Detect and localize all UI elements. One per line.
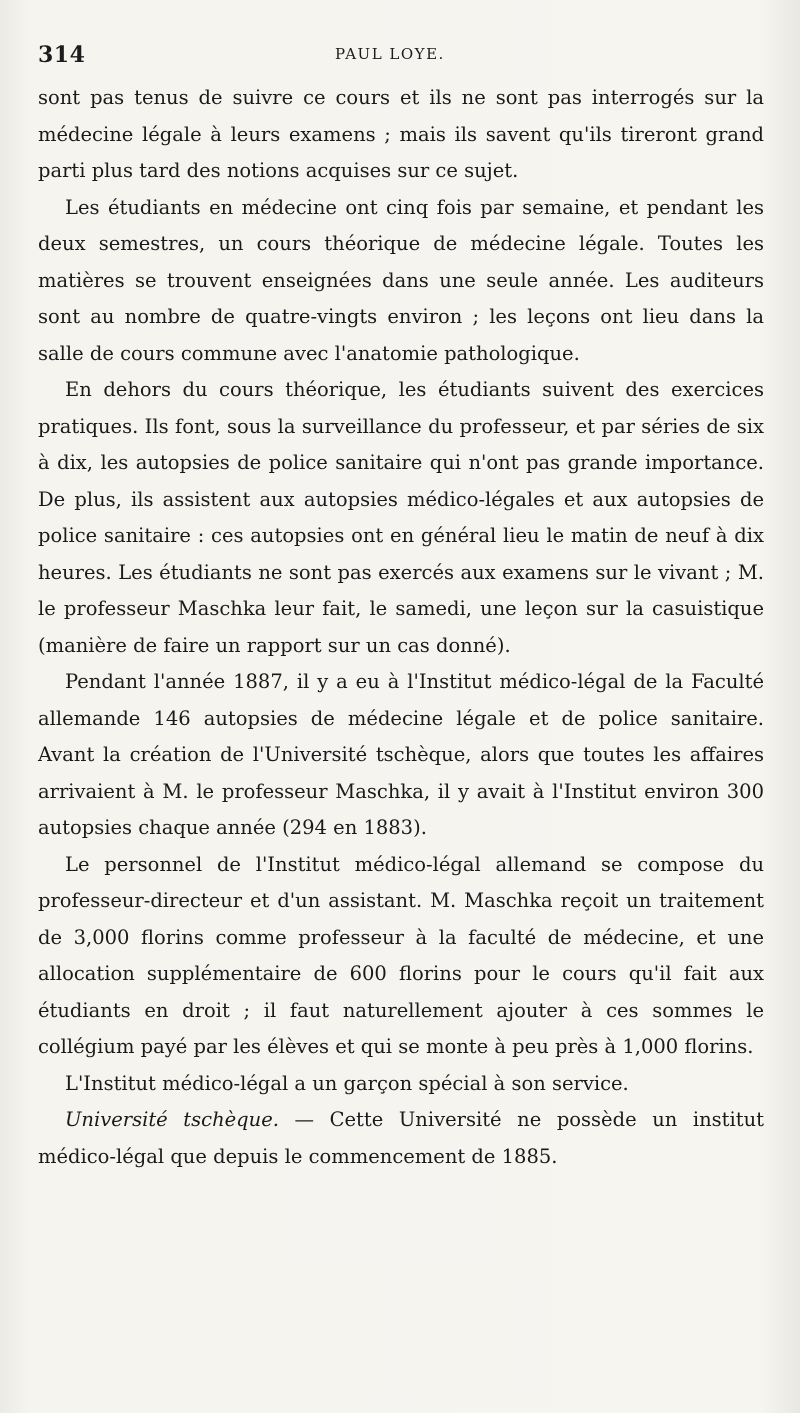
running-head: PAUL LOYE.: [335, 45, 445, 63]
paragraph-continued: sont pas tenus de suivre ce cours et ils ne sont pas interrogés sur la médecine légale à leurs examens ; mais ils savent qu'ils tireront grand parti plus tard des notions acquises sur ce sujet.: [38, 86, 764, 182]
paragraph-universite-tscheque: [38, 1102, 764, 1175]
paragraph-autopsies-1887: Pendant l'année 1887, il y a eu à l'Institut médico-légal de la Faculté allemande 146 autopsies de médecine légale et de police sanitaire. Avant la création de l'Université tschèque, alors que toutes les affaires arrivaient à M. le professeur Maschka, il y avait à l'Institut environ 300 autopsies chaque année (294 en 1883).: [38, 670, 764, 839]
body-text: [38, 80, 764, 1175]
run-in-heading: Université tschèque.: [65, 1108, 279, 1131]
paragraph-text: — Cette Université ne possède un institut médico-légal que depuis le commencement de 1885.: [38, 1108, 764, 1168]
paragraph-personnel: Le personnel de l'Institut médico-légal allemand se compose du professeur-directeur et d'un assistant. M. Maschka reçoit un traitement de 3,000 florins comme professeur à la faculté de médecine, et une allocation supplémentaire de 600 florins pour le cours qu'il fait aux étudiants en droit ; il faut naturellement ajouter à ces sommes le collégium payé par les élèves et qui se monte à peu près à 1,000 florins.: [38, 852, 764, 1058]
paragraph-cours-theorique: Les étudiants en médecine ont cinq fois par semaine, et pendant les deux semestres, un cours théorique de médecine légale. Toutes les matières se trouvent enseignées dans une seule année. Les auditeurs sont au nombre de quatre-vingts environ ; les leçons ont lieu dans la salle de cours commune avec l'anatomie pathologique.: [38, 195, 764, 365]
page-header: [38, 42, 762, 74]
paragraph-garcon: L'Institut médico-légal a un garçon spécial à son service.: [65, 1071, 629, 1095]
paragraph-exercices-pratiques: En dehors du cours théorique, les étudiants suivent des exercices pratiques. Ils font, sous la surveillance du professeur, et par séries de six à dix, les autopsies de police sanitaire qui n'ont pas grande importance. De plus, ils assistent aux autopsies médico-légales et aux autopsies de police sanitaire : ces autopsies ont en général lieu le matin de neuf à dix heures. Les étudiants ne sont pas exercés aux examens sur le vivant ; M. le professeur Maschka leur fait, le samedi, une leçon sur la casuistique (manière de faire un rapport sur un cas donné).: [38, 378, 764, 657]
page-number: 314: [38, 42, 86, 68]
